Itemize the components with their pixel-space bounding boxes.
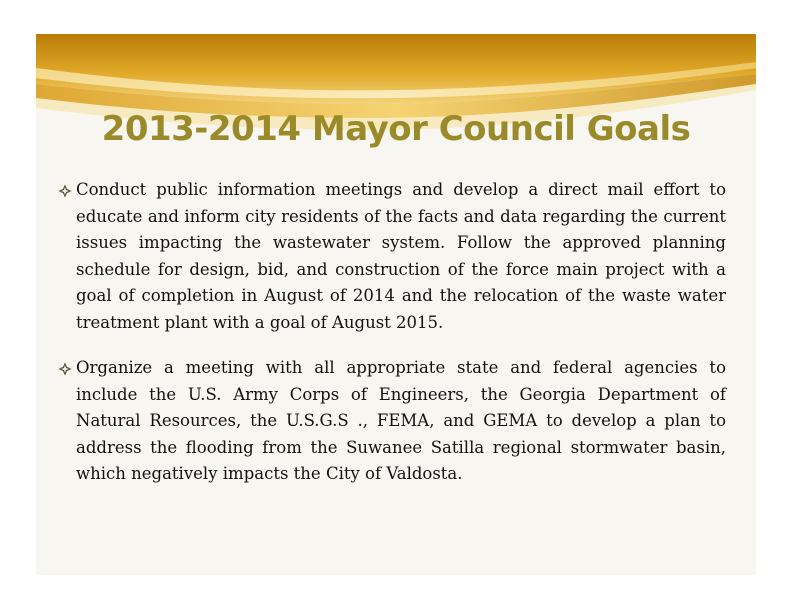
goal-text: Organize a meeting with all appropriate state and federal agencies to include the U.S. Army Corps of Engineers, the Georgia Department of Natural Resources, the U.S.G.S ., FEMA, and GEMA to develop a plan to address the flooding from the Suwanee Satilla regional stormwater basin, which negatively impacts the City of Valdosta. [76, 358, 726, 483]
diamond-bullet-icon [58, 184, 72, 198]
goal-item [58, 355, 726, 488]
goal-item [58, 177, 726, 336]
diamond-bullet-icon [58, 362, 72, 376]
slide-title: 2013-2014 Mayor Council Goals [101, 109, 691, 149]
slide [36, 34, 756, 575]
goals-list [58, 177, 726, 507]
goal-text: Conduct public information meetings and develop a direct mail effort to educate and inform city residents of the facts and data regarding the current issues impacting the wastewater system. Follow the approved planning schedule for design, bid, and construction of the force main project with a goal of completion in August of 2014 and the relocation of the waste water treatment plant with a goal of August 2015. [76, 180, 726, 332]
